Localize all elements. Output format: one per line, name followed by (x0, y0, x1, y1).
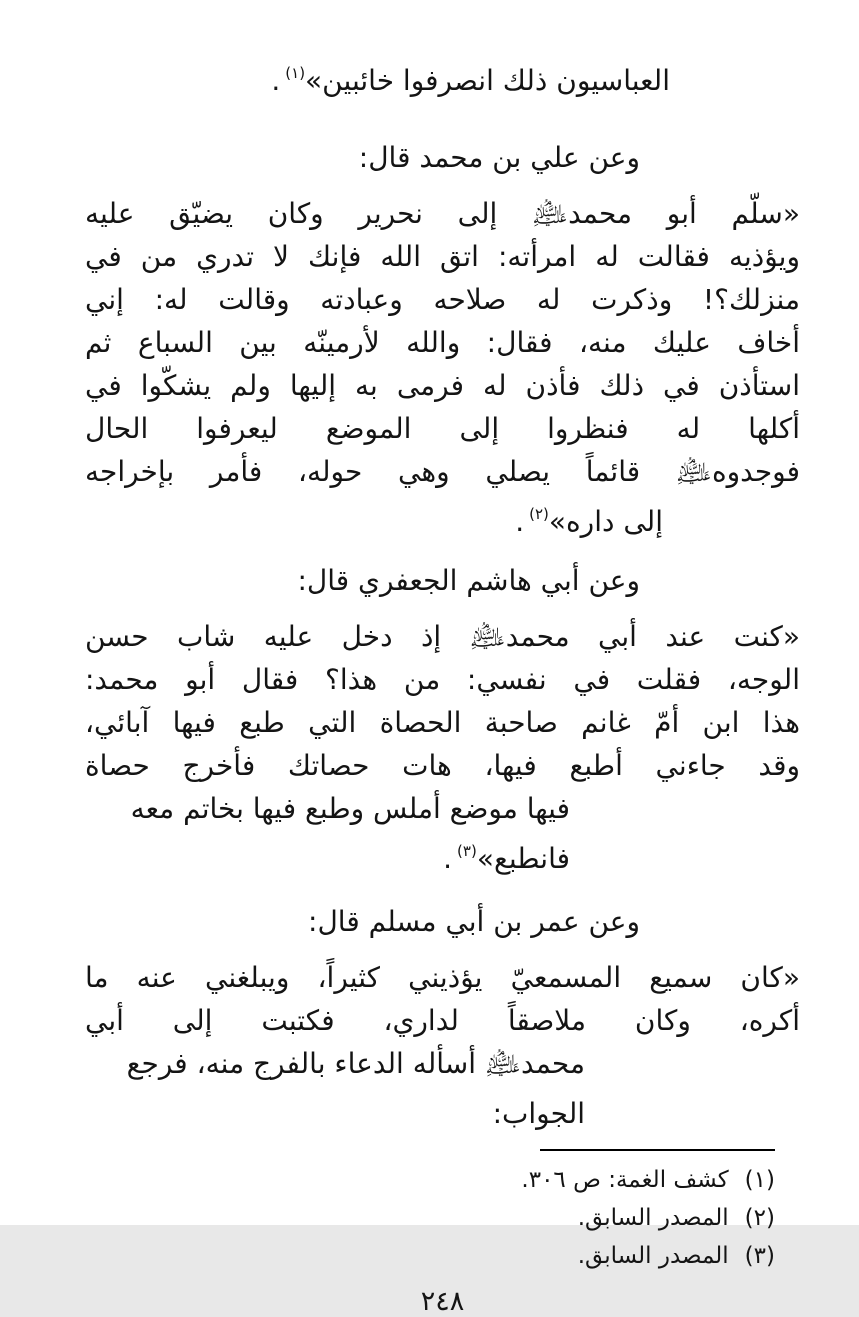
footnote-ref-1: (١) (285, 64, 306, 82)
sentence-period: . (443, 842, 453, 875)
footnote-item (85, 1161, 775, 1199)
quote-line: أكره، وكان ملاصقاً لداري، فكتبت إلى أبي (85, 1004, 800, 1037)
quote-line: «سلّم أبو محمد﵇ إلى نحرير وكان يضيّق عليه (85, 197, 800, 230)
narrator-line: وعن علي بن محمد قال: (358, 141, 640, 174)
footnote-number: (٣) (744, 1243, 775, 1269)
continuation-text: العباسيون ذلك انصرفوا خائبين» (305, 64, 670, 97)
footnote-text: المصدر السابق. (577, 1205, 729, 1231)
quote-line-text: فيها موضع أملس وطبع فيها بخاتم معه فانطبع» (130, 792, 570, 875)
footnote-text: المصدر السابق. (577, 1243, 729, 1269)
quote-line: «كنت عند أبي محمد﵇ إذ دخل عليه شاب حسن (85, 620, 800, 653)
quote-line: وقد جاءني أطبع فيها، هات حصاتك فأخرج حصاة (85, 749, 800, 782)
quote-line (85, 1042, 585, 1135)
footnote-separator-rule (540, 1149, 775, 1151)
footnote-number: (١) (744, 1167, 775, 1193)
narrator-line: وعن عمر بن أبي مسلم قال: (308, 905, 640, 938)
footnote-text: كشف الغمة: ص ٣٠٦. (521, 1167, 729, 1193)
quote-paragraph (85, 615, 800, 880)
paragraph-continuation-line (85, 50, 670, 104)
quote-paragraph (85, 192, 800, 543)
quote-line (85, 493, 663, 543)
footnotes-section (85, 1149, 800, 1275)
quote-line: هذا ابن أمّ غانم صاحبة الحصاة التي طبع فيها آبائي، (85, 706, 800, 739)
sentence-period: . (271, 64, 281, 97)
footnote-number: (٢) (744, 1205, 775, 1231)
footnote-ref-3: (٣) (457, 842, 477, 860)
quote-paragraph (85, 956, 800, 1135)
sentence-period: . (515, 505, 525, 538)
quote-line (85, 787, 570, 880)
footnote-item (85, 1199, 775, 1237)
footnote-ref-2: (٢) (529, 505, 549, 523)
quote-line: أخاف عليك منه، فقال: والله لأرمينّه بين السباع ثم (85, 326, 800, 359)
quote-line: الوجه، فقلت في نفسي: من هذا؟ فقال أبو محمد: (85, 663, 800, 696)
quote-line-text: إلى داره» (548, 505, 663, 538)
quote-line: استأذن في ذلك فأذن له فرمى به إليها ولم يشكّوا في (85, 369, 800, 402)
quote-line-text: محمد﵇ أسأله الدعاء بالفرج منه، فرجع الجواب: (126, 1047, 585, 1130)
quote-line: فوجدوه﵇ قائماً يصلي وهي حوله، فأمر بإخراجه (85, 455, 800, 488)
quote-line: أكلها له فنظروا إلى الموضع ليعرفوا الحال (85, 412, 800, 445)
narrator-line: وعن أبي هاشم الجعفري قال: (297, 564, 640, 597)
footnote-item (85, 1237, 775, 1275)
quote-line: «كان سميع المسمعيّ يؤذيني كثيراً، ويبلغني عنه ما (85, 961, 800, 994)
page-number: ٢٤٨ (420, 1286, 465, 1317)
quote-line: منزلك؟! وذكرت له صلاحه وعبادته وقالت له: إني (85, 283, 800, 316)
quote-line: ويؤذيه فقالت له امرأته: اتق الله فإنك لا تدري من في (85, 240, 800, 273)
